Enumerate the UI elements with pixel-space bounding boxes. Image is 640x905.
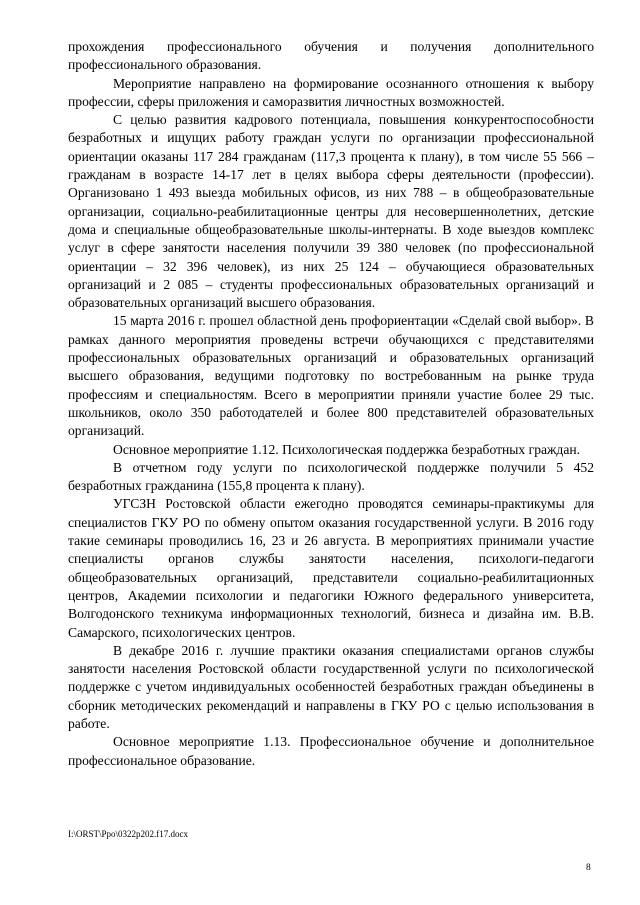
paragraph-5: Основное мероприятие 1.12. Психологическая поддержка безработных граждан. (113, 441, 581, 457)
paragraph-8: В декабре 2016 г. лучшие практики оказания специалистами органов службы занятости населения Ростовской области государственной услуги по психологической поддержке с учетом индивидуальных особенностей безработных граждан объединены в сборник методических рекомендаций и направлены в ГКУ РО с целью использования в работе. (68, 642, 594, 731)
paragraph-2: Мероприятие направлено на формирование осознанного отношения к выбору профессии, сферы приложения и саморазвития личностных возможностей. (68, 75, 594, 109)
file-path-footer: I:\ORST\Ppo\0322p202.f17.docx (68, 829, 189, 839)
paragraph-3: С целью развития кадрового потенциала, повышения конкурентоспособности безработных и ищущих работу граждан услуги по организации профессиональной ориентации оказаны 117 284 гражданам (117,3 процента к плану), в том числе 55 566 – гражданам в возрасте 14-17 лет в целях выбора сферы деятельности (профессии). Организовано 1 493 выезда мобильных офисов, из них 788 – в общеобразовательные организации, социально-реабилитационные центры для несовершеннолетних, детские дома и специальные общеобразовательные школы-интернаты. В ходе выездов комплекс услуг в сфере занятости населения получили 39 380 человек (по профессиональной ориентации – 32 396 человек), из них 25 124 – обучающиеся образовательных организаций и 2 085 – студенты профессиональных образовательных организаций и образовательных организаций высшего образования. (68, 112, 594, 311)
paragraph-6: В отчетном году услуги по психологической поддержке получили 5 452 безработных гражданина (155,8 процента к плану). (68, 459, 594, 494)
paragraph-4: 15 марта 2016 г. прошел областной день профориентации «Сделай свой выбор». В рамках данного мероприятия проведены встречи обучающихся с представителями профессиональных образовательных организаций и образовательных организаций высшего образования, ведущими подготовку по востребованным на рынке труда профессиям и специальностям. Всего в мероприятии приняли участие более 29 тыс. школьников, около 350 работодателей и более 800 представителей образовательных организаций. (68, 313, 594, 439)
paragraph-7: УГСЗН Ростовской области ежегодно проводятся семинары-практикумы для специалистов ГКУ РО по обмену опытом оказания государственной услуги. В 2016 году такие семинары проводились 16, 23 и 26 августа. В мероприятиях принимали участие специалисты органов службы занятости населения, психологи-педагоги общеобразовательных организаций, представители социально-реабилитационных центров, Академии психологии и педагогики Южного федерального университета, Волгодонского техникума информационных технологий, бизнеса и дизайна им. В.В. Самарского, психологических центров. (68, 496, 594, 640)
page-number: 8 (586, 863, 591, 873)
paragraph-1: прохождения профессионального обучения и получения дополнительного профессионального образования. (68, 39, 594, 73)
paragraph-9: Основное мероприятие 1.13. Профессиональное обучение и дополнительное профессиональное образование. (68, 734, 594, 768)
document-page (68, 38, 594, 770)
